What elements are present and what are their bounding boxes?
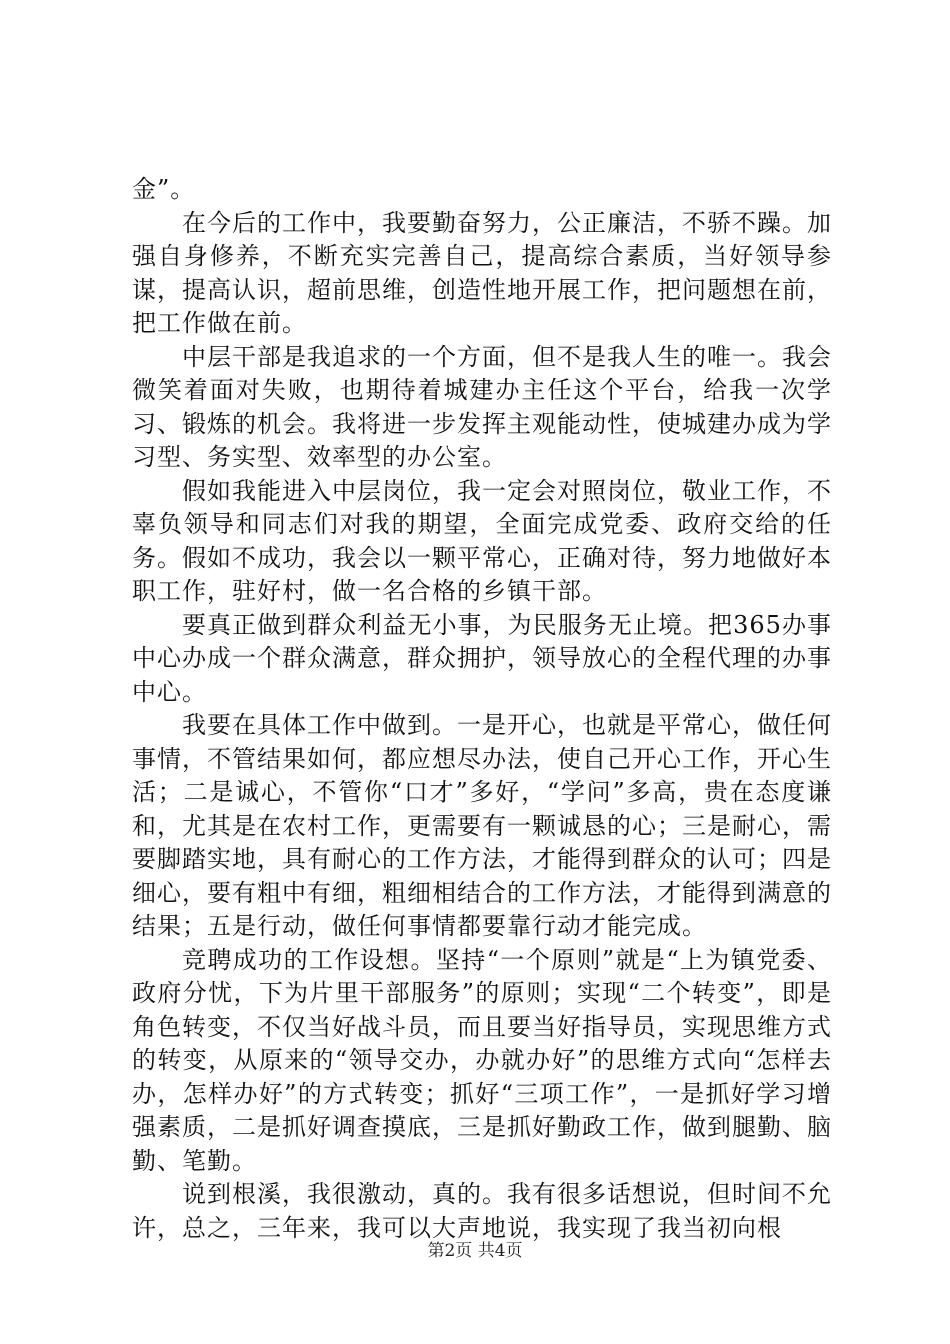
paragraph: 竞聘成功的工作设想。坚持“一个原则”就是“上为镇党委、政府分忧，下为片里干部服务”的原则；实现“二个转变”，即是角色转变，不仅当好战斗员，而且要当好指导员，实现思维方式的转变，从原来的“领导交办，办就办好”的思维方式向“怎样去办，怎样办好”的方式转变；抓好“三项工作”，一是抓好学习增强素质，二是抓好调查摸底，三是抓好勤政工作，做到腿勤、脑勤、笔勤。 <box>132 945 832 1175</box>
paragraph: 要真正做到群众利益无小事，为民服务无止境。把365办事中心办成一个群众满意，群众拥护，领导放心的全程代理的办事中心。 <box>132 610 832 706</box>
paragraph: 说到根溪，我很激动，真的。我有很多话想说，但时间不允许，总之，三年来，我可以大声地说，我实现了我当初向根 <box>132 1180 832 1242</box>
document-body <box>132 173 832 1245</box>
paragraph: 中层干部是我追求的一个方面，但不是我人生的唯一。我会微笑着面对失败，也期待着城建办主任这个平台，给我一次学习、锻炼的机会。我将进一步发挥主观能动性，使城建办成为学习型、务实型、效率型的办公室。 <box>132 342 832 471</box>
page-number: 第2页 共4页 <box>427 1241 523 1261</box>
paragraph-continuation: 金”。 <box>132 175 196 203</box>
paragraph: 在今后的工作中，我要勤奋努力，公正廉洁，不骄不躁。加强自身修养，不断充实完善自己，提高综合素质，当好领导参谋，提高认识，超前思维，创造性地开展工作，把问题想在前，把工作做在前。 <box>132 208 832 337</box>
paragraph: 假如我能进入中层岗位，我一定会对照岗位，敬业工作，不辜负领导和同志们对我的期望，全面完成党委、政府交给的任务。假如不成功，我会以一颗平常心，正确对待，努力地做好本职工作，驻好村，做一名合格的乡镇干部。 <box>132 476 832 605</box>
paragraph: 我要在具体工作中做到。一是开心，也就是平常心，做任何事情，不管结果如何，都应想尽办法，使自己开心工作，开心生活；二是诚心，不管你“口才”多好，“学问”多高，贵在态度谦和，尤其是在农村工作，更需要有一颗诚恳的心；三是耐心，需要脚踏实地，具有耐心的工作方法，才能得到群众的认可；四是细心，要有粗中有细，粗细相结合的工作方法，才能得到满意的结果；五是行动，做任何事情都要靠行动才能完成。 <box>132 711 832 940</box>
